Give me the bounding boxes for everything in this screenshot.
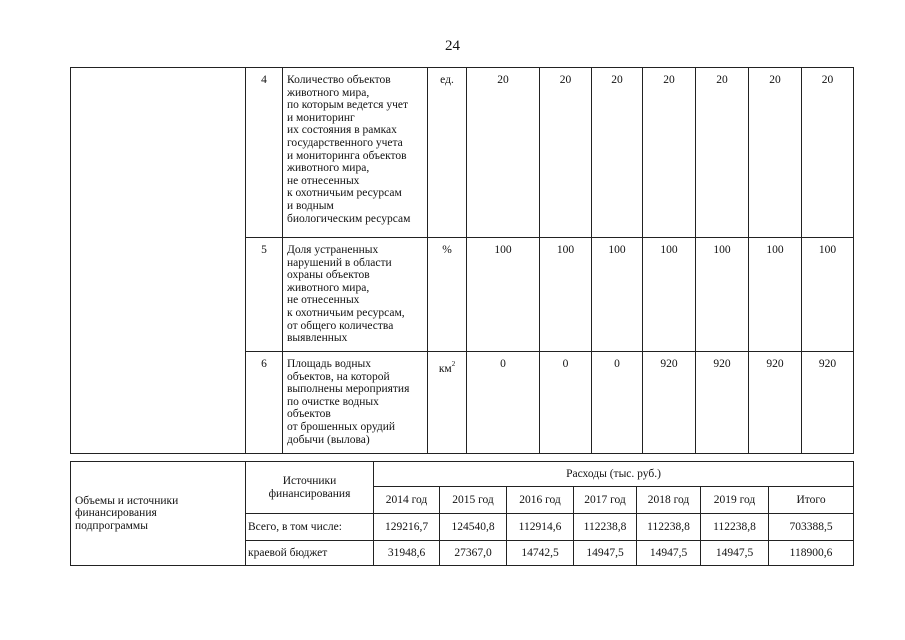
value-cell: 100 xyxy=(802,238,854,352)
description-line: не отнесенных xyxy=(287,174,360,187)
row-number: 5 xyxy=(246,238,283,352)
description-line: охраны объектов xyxy=(287,269,370,282)
financing-table xyxy=(70,461,854,566)
description-line: животного мира, xyxy=(287,162,370,175)
value-cell: 100 xyxy=(749,238,802,352)
description-line: объектов, на которой xyxy=(287,370,390,383)
description-line: Доля устраненных xyxy=(287,244,379,256)
value-cell: 920 xyxy=(643,352,696,454)
value-cell: 100 xyxy=(643,238,696,352)
year-header: 2019 год xyxy=(701,487,769,514)
value-cell: 20 xyxy=(696,68,749,238)
value-cell: 20 xyxy=(592,68,643,238)
description-line: биологическим ресурсам xyxy=(287,212,411,225)
value-cell: 20 xyxy=(749,68,802,238)
description-line: добычи (вылова) xyxy=(287,433,370,446)
description-line: от брошенных орудий xyxy=(287,420,396,433)
amount-cell: 112238,8 xyxy=(701,514,769,541)
description-line: к охотничьим ресурсам xyxy=(287,187,402,200)
header-line: финансирования xyxy=(268,487,351,500)
amount-cell: 31948,6 xyxy=(374,541,440,566)
amount-cell: 112238,8 xyxy=(574,514,637,541)
unit-cell xyxy=(428,352,467,454)
unit-cell xyxy=(428,238,467,352)
value-cell: 100 xyxy=(592,238,643,352)
indicator-description xyxy=(283,68,428,238)
description-line: выполнены мероприятия xyxy=(287,383,410,396)
description-line: государственного учета xyxy=(287,136,403,149)
financing-section-label xyxy=(71,462,246,566)
value-cell: 20 xyxy=(802,68,854,238)
description-line: нарушений в области xyxy=(287,256,392,269)
unit-label: % xyxy=(442,244,452,256)
amount-cell: 14947,5 xyxy=(637,541,701,566)
value-cell: 920 xyxy=(749,352,802,454)
amount-cell: 14947,5 xyxy=(701,541,769,566)
value-cell: 20 xyxy=(643,68,696,238)
amount-cell: 112238,8 xyxy=(637,514,701,541)
table-row xyxy=(71,68,854,238)
label-line: Объемы и источники xyxy=(75,494,179,507)
description-line: по которым ведется учет xyxy=(287,99,409,112)
year-header: 2014 год xyxy=(374,487,440,514)
row-label: Всего, в том числе: xyxy=(246,514,374,541)
value-cell: 920 xyxy=(696,352,749,454)
description-line: объектов xyxy=(287,408,331,421)
empty-left-cell xyxy=(71,68,246,454)
expenses-header: Расходы (тыс. руб.) xyxy=(374,462,854,487)
description-line: выявленных xyxy=(287,332,348,345)
amount-cell: 118900,6 xyxy=(769,541,854,566)
amount-cell: 112914,6 xyxy=(507,514,574,541)
unit-label: км xyxy=(438,363,452,375)
year-header: 2015 год xyxy=(440,487,507,514)
row-label: краевой бюджет xyxy=(246,541,374,566)
amount-cell: 124540,8 xyxy=(440,514,507,541)
description-line: Количество объектов xyxy=(287,74,391,86)
description-line: и мониторинг xyxy=(287,111,355,124)
year-header: 2016 год xyxy=(507,487,574,514)
value-cell: 100 xyxy=(540,238,592,352)
amount-cell: 27367,0 xyxy=(440,541,507,566)
header-line: Источники xyxy=(282,474,337,487)
unit-superscript: 2 xyxy=(451,360,456,368)
year-header: 2017 год xyxy=(574,487,637,514)
unit-cell xyxy=(428,68,467,238)
page-number: 24 xyxy=(445,38,460,54)
amount-cell: 14742,5 xyxy=(507,541,574,566)
value-cell: 20 xyxy=(540,68,592,238)
value-cell: 0 xyxy=(592,352,643,454)
row-number: 4 xyxy=(246,68,283,238)
indicator-description xyxy=(283,238,428,352)
description-line: к охотничьим ресурсам, xyxy=(287,306,405,319)
description-line: не отнесенных xyxy=(287,294,360,307)
description-line: их состояния в рамках xyxy=(287,124,397,137)
label-line: финансирования xyxy=(75,507,157,520)
sources-header xyxy=(246,462,374,514)
description-line: животного мира, xyxy=(287,281,370,294)
amount-cell: 129216,7 xyxy=(374,514,440,541)
value-cell: 100 xyxy=(696,238,749,352)
row-number: 6 xyxy=(246,352,283,454)
value-cell: 0 xyxy=(467,352,540,454)
indicator-description xyxy=(283,352,428,454)
description-line: и водным xyxy=(287,199,334,212)
description-line: по очистке водных xyxy=(287,395,379,408)
amount-cell: 14947,5 xyxy=(574,541,637,566)
value-cell: 20 xyxy=(467,68,540,238)
description-line: Площадь водных xyxy=(287,358,371,370)
description-line: животного мира, xyxy=(287,86,370,99)
unit-label: ед. xyxy=(440,74,454,86)
label-line: подпрограммы xyxy=(75,519,148,532)
value-cell: 100 xyxy=(467,238,540,352)
description-line: от общего количества xyxy=(287,319,394,332)
description-line: и мониторинга объектов xyxy=(287,149,407,162)
value-cell: 0 xyxy=(540,352,592,454)
total-header: Итого xyxy=(769,487,854,514)
year-header: 2018 год xyxy=(637,487,701,514)
indicators-table xyxy=(70,67,854,454)
table-row xyxy=(71,462,854,487)
value-cell: 920 xyxy=(802,352,854,454)
amount-cell: 703388,5 xyxy=(769,514,854,541)
